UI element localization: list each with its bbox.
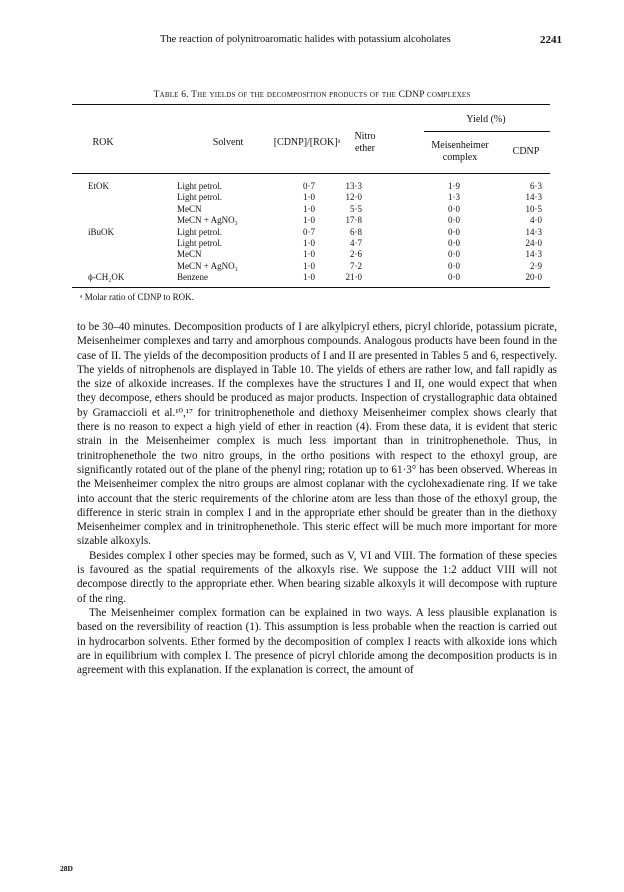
cell-solvent: Benzene [177, 272, 208, 283]
meisenheimer-header: Meisenheimer complex [431, 140, 489, 163]
cell-cdnp: 24·0 [525, 237, 542, 248]
cell-cdnp: 20·0 [525, 272, 542, 283]
page-number: 2241 [540, 34, 562, 46]
cell-nitro-ether: 13·3 [345, 181, 362, 191]
cell-meisenheimer: 0·0 [448, 260, 460, 271]
table-footnote: ᵃ Molar ratio of CDNP to ROK. [80, 292, 194, 302]
cell-meisenheimer: 1·3 [448, 192, 460, 203]
paragraph: Besides complex I other species may be formed, such as V, VI and VIII. The formation of these species is favoured as the spatial requirements of the alkoxyls rise. We suppose the 1:2 adduct VIII will not decompose directly to the appropriate ether. When bearing sizable alkoxyls it will decompose with rupture of the ring. [77, 549, 557, 605]
cell-solvent: MeCN + AgNO₃ [177, 215, 238, 226]
cell-solvent: MeCN [177, 249, 202, 260]
running-head [0, 34, 624, 50]
cell-ratio: 1·0 [303, 260, 315, 271]
cell-cdnp: 4·0 [530, 215, 542, 226]
cell-ratio: 0·7 [303, 181, 315, 191]
table-bottom-rule [72, 287, 550, 288]
cell-rok: EtOK [88, 181, 109, 191]
cell-nitro-ether: 6·8 [350, 226, 362, 237]
cell-nitro-ether: 4·7 [350, 237, 362, 248]
paragraph: to be 30–40 minutes. Decomposition products of I are alkylpicryl ethers, picryl chloride, potassium picrate, Meisenheimer complexes and tarry and amorphous compounds. Analogous products have been found in the case of II. The yields of the decomposition products of I and II are presented in Tables 5 and 6, respectively. The yields of nitrophenols are displayed in Table 10. The yields of ethers are rather low, and fall rapidly as the size of alkoxide increases. If the complexes have the structures I and II, one would expect that when they decompose, ethers should be produced as major products. Inspection of crystallographic data obtained by Gramaccioli et al.¹⁰,¹⁷ for trinitrophenethole and diethoxy Meisenheimer complex shows clearly that there is no reason to expect a high yield of ether in reaction (4). From these data, it is evident that steric strain in the Meisenheimer complex is much less important than in trinitrophenethole. Thus, in trinitrophenethole the two nitro groups, in the ortho positions with respect to the ethoxyl group, are significantly rotated out of the plane of the phenyl ring; rotation up to 61·3° has been observed. Whereas in the Meisenheimer complex the nitro groups are almost coplanar with the cyclohexadienate ring. If we take into account that the steric requirements of the chlorine atom are less than those of the ethoxyl group, the difference in steric strain in complex I and in the appropriate ether should be greater than in the diethoxy Meisenheimer complex and in trinitrophenethole. This steric effect will be much more important for more sizable alkoxyls. [77, 321, 557, 548]
table-top-rule [72, 104, 550, 105]
cell-meisenheimer: 0·0 [448, 237, 460, 248]
cell-nitro-ether: 17·8 [345, 215, 362, 226]
cell-ratio: 1·0 [303, 203, 315, 214]
cell-meisenheimer: 0·0 [448, 203, 460, 214]
cell-cdnp: 14·3 [525, 249, 542, 260]
rok-header: ROK [92, 137, 114, 148]
cell-ratio: 1·0 [303, 237, 315, 248]
table-body [0, 181, 624, 284]
solvent-header: Solvent [212, 137, 244, 148]
cell-cdnp: 14·3 [525, 192, 542, 203]
paragraph: The Meisenheimer complex formation can be explained in two ways. A less plausible explanation is based on the reversibility of reaction (1). This assumption is less probable when the reaction is carried out in hydrocarbon solvents. Ether formed by the decomposition of complex I reacts with alkoxide ions which are in equilibrium with complex I. The presence of picryl chloride among the decomposition products is in agreement with this explanation. If the explanation is correct, the amount of [77, 606, 557, 677]
table-row [0, 227, 624, 238]
table-row [0, 261, 624, 272]
yield-subheader-rule [424, 131, 550, 132]
cell-meisenheimer: 0·0 [448, 215, 460, 226]
cell-nitro-ether: 21·0 [345, 272, 362, 283]
cell-solvent: Light petrol. [177, 226, 222, 237]
cell-ratio: 1·0 [303, 192, 315, 203]
cell-solvent: Light petrol. [177, 181, 222, 191]
cell-ratio: 1·0 [303, 272, 315, 283]
cell-nitro-ether: 12·0 [345, 192, 362, 203]
cell-cdnp: 10·5 [525, 203, 542, 214]
ratio-header: [CDNP]/[ROK]ᵃ [273, 137, 341, 148]
cell-solvent: Light petrol. [177, 192, 222, 203]
cell-nitro-ether: 7·2 [350, 260, 362, 271]
table-row [0, 215, 624, 226]
cell-nitro-ether: 5·5 [350, 203, 362, 214]
cell-ratio: 1·0 [303, 215, 315, 226]
cell-rok: ϕ-CH₂OK [88, 272, 125, 283]
table-row [0, 249, 624, 260]
cell-meisenheimer: 0·0 [448, 249, 460, 260]
body-text [77, 320, 557, 677]
cell-rok: iBuOK [88, 226, 115, 237]
signature-mark: 28D [60, 864, 73, 873]
table-caption: Table 6. The yields of the decomposition products of the CDNP complexes [153, 90, 471, 100]
cdnp-header: CDNP [512, 146, 540, 157]
table-row [0, 238, 624, 249]
cell-solvent: Light petrol. [177, 237, 222, 248]
cell-cdnp: 14·3 [525, 226, 542, 237]
table-row [0, 192, 624, 203]
running-title: The reaction of polynitroaromatic halides with potassium alcoholates [160, 34, 451, 45]
yield-group-header: Yield (%) [466, 114, 506, 125]
cell-ratio: 1·0 [303, 249, 315, 260]
cell-solvent: MeCN + AgNO₃ [177, 260, 238, 271]
cell-meisenheimer: 0·0 [448, 272, 460, 283]
cell-meisenheimer: 0·0 [448, 226, 460, 237]
cell-ratio: 0·7 [303, 226, 315, 237]
cell-nitro-ether: 2·6 [350, 249, 362, 260]
cell-cdnp: 2·9 [530, 260, 542, 271]
cell-cdnp: 6·3 [530, 181, 542, 191]
table-header-rule [72, 173, 550, 174]
cell-solvent: MeCN [177, 203, 202, 214]
table-row [0, 181, 624, 192]
table-row [0, 272, 624, 283]
nitro-ether-header: Nitro ether [354, 131, 376, 154]
table-row [0, 204, 624, 215]
cell-meisenheimer: 1·9 [448, 181, 460, 191]
